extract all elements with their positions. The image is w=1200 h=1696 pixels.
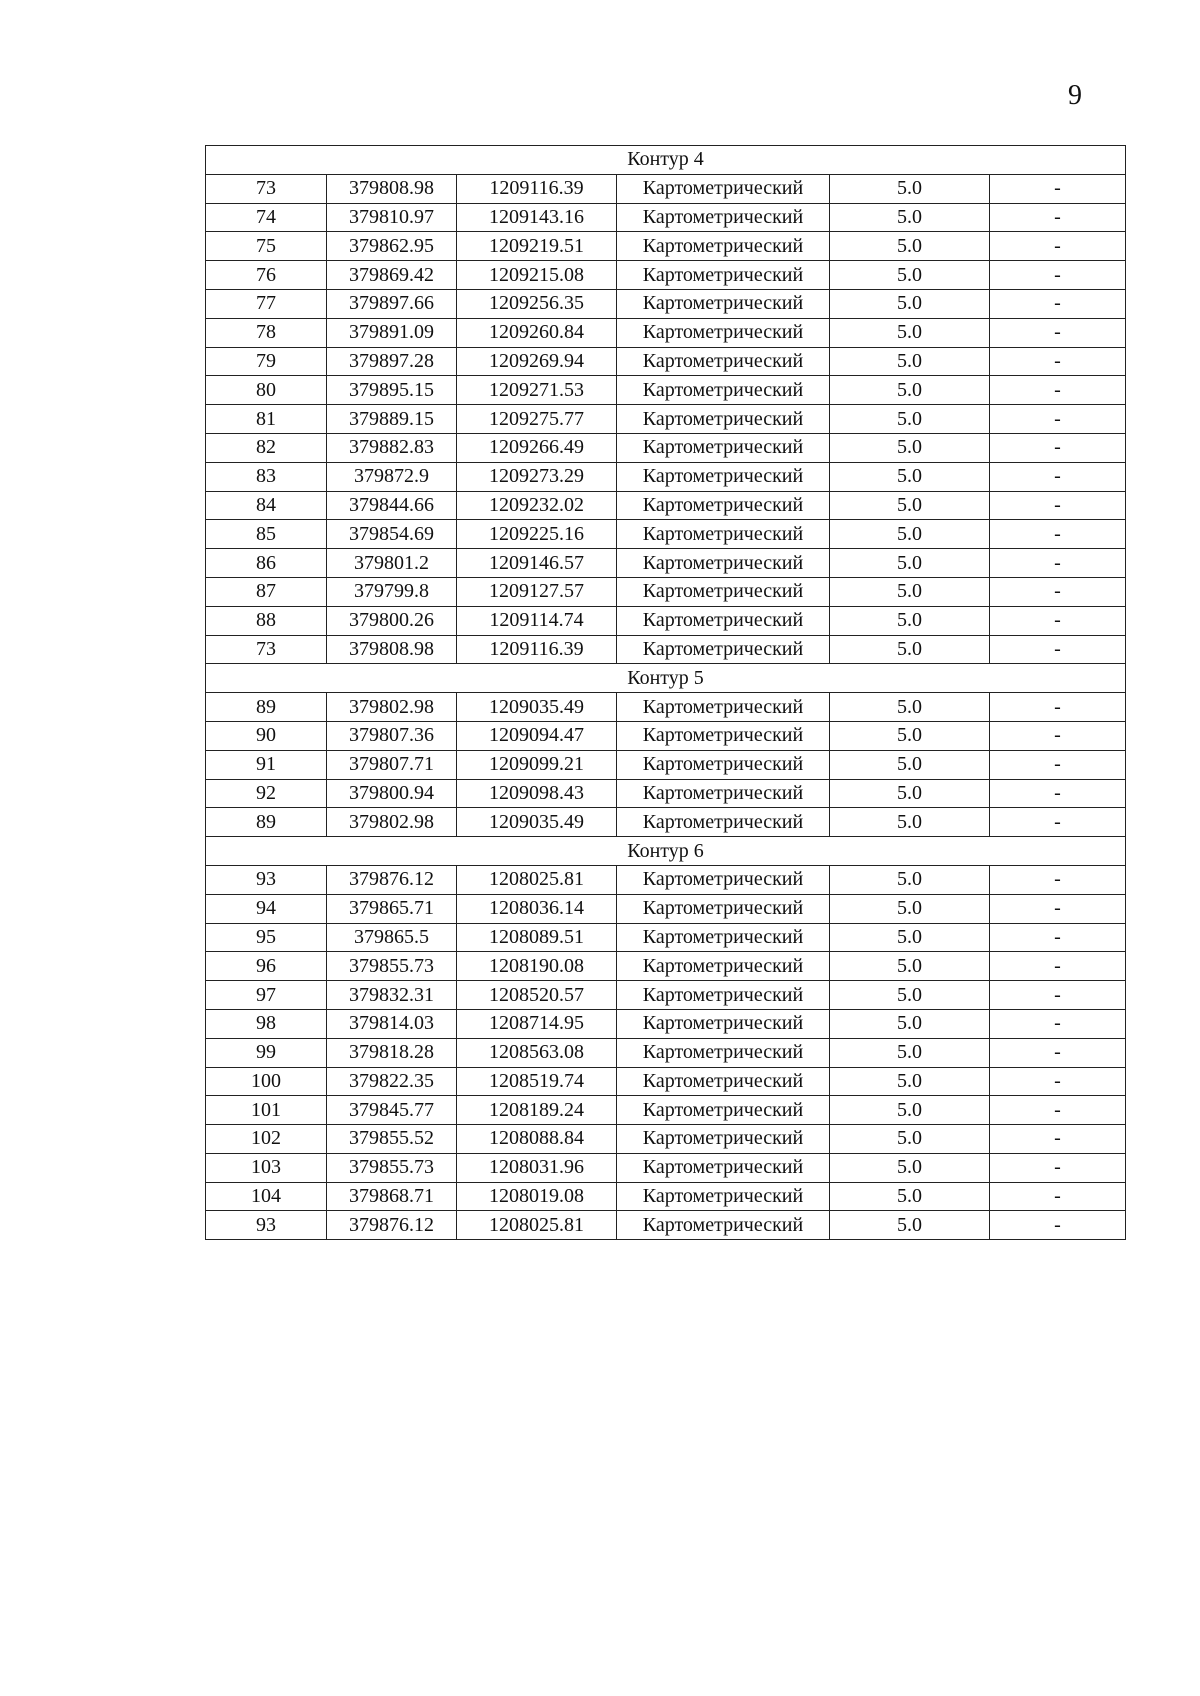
method-cell: Картометрический [617, 1096, 830, 1125]
description-cell: - [990, 923, 1126, 952]
y-coordinate-cell: 1208563.08 [457, 1038, 617, 1067]
y-coordinate-cell: 1208714.95 [457, 1009, 617, 1038]
method-cell: Картометрический [617, 1153, 830, 1182]
method-cell: Картометрический [617, 952, 830, 981]
point-number-cell: 98 [206, 1009, 327, 1038]
description-cell: - [990, 318, 1126, 347]
method-cell: Картометрический [617, 721, 830, 750]
x-coordinate-cell: 379800.94 [327, 779, 457, 808]
description-cell: - [990, 520, 1126, 549]
point-number-cell: 96 [206, 952, 327, 981]
method-cell: Картометрический [617, 808, 830, 837]
x-coordinate-cell: 379845.77 [327, 1096, 457, 1125]
point-number-cell: 82 [206, 433, 327, 462]
y-coordinate-cell: 1209271.53 [457, 376, 617, 405]
description-cell: - [990, 865, 1126, 894]
x-coordinate-cell: 379876.12 [327, 1211, 457, 1240]
accuracy-cell: 5.0 [830, 376, 990, 405]
description-cell: - [990, 232, 1126, 261]
method-cell: Картометрический [617, 347, 830, 376]
point-number-cell: 101 [206, 1096, 327, 1125]
method-cell: Картометрический [617, 865, 830, 894]
table-row [206, 693, 1126, 722]
table-row [206, 491, 1126, 520]
method-cell: Картометрический [617, 894, 830, 923]
method-cell: Картометрический [617, 261, 830, 290]
x-coordinate-cell: 379855.73 [327, 1153, 457, 1182]
table-row [206, 721, 1126, 750]
description-cell: - [990, 174, 1126, 203]
point-number-cell: 88 [206, 606, 327, 635]
x-coordinate-cell: 379855.52 [327, 1125, 457, 1154]
method-cell: Картометрический [617, 750, 830, 779]
method-cell: Картометрический [617, 462, 830, 491]
description-cell: - [990, 606, 1126, 635]
y-coordinate-cell: 1208036.14 [457, 894, 617, 923]
x-coordinate-cell: 379802.98 [327, 693, 457, 722]
section-header-row [206, 664, 1126, 693]
description-cell: - [990, 347, 1126, 376]
y-coordinate-cell: 1209143.16 [457, 203, 617, 232]
point-number-cell: 75 [206, 232, 327, 261]
table-row [206, 606, 1126, 635]
table-row [206, 981, 1126, 1010]
x-coordinate-cell: 379818.28 [327, 1038, 457, 1067]
description-cell: - [990, 1096, 1126, 1125]
point-number-cell: 73 [206, 174, 327, 203]
accuracy-cell: 5.0 [830, 750, 990, 779]
point-number-cell: 102 [206, 1125, 327, 1154]
y-coordinate-cell: 1208019.08 [457, 1182, 617, 1211]
method-cell: Картометрический [617, 376, 830, 405]
coordinates-table-body [206, 146, 1126, 1240]
point-number-cell: 81 [206, 405, 327, 434]
point-number-cell: 80 [206, 376, 327, 405]
x-coordinate-cell: 379854.69 [327, 520, 457, 549]
method-cell: Картометрический [617, 318, 830, 347]
accuracy-cell: 5.0 [830, 491, 990, 520]
table-row [206, 1211, 1126, 1240]
description-cell: - [990, 721, 1126, 750]
table-row [206, 923, 1126, 952]
y-coordinate-cell: 1209098.43 [457, 779, 617, 808]
method-cell: Картометрический [617, 520, 830, 549]
table-row [206, 203, 1126, 232]
point-number-cell: 100 [206, 1067, 327, 1096]
y-coordinate-cell: 1208025.81 [457, 865, 617, 894]
method-cell: Картометрический [617, 549, 830, 578]
accuracy-cell: 5.0 [830, 952, 990, 981]
section-header-row [206, 837, 1126, 866]
method-cell: Картометрический [617, 1211, 830, 1240]
description-cell: - [990, 1182, 1126, 1211]
accuracy-cell: 5.0 [830, 779, 990, 808]
point-number-cell: 89 [206, 693, 327, 722]
table-row [206, 1153, 1126, 1182]
accuracy-cell: 5.0 [830, 549, 990, 578]
y-coordinate-cell: 1209099.21 [457, 750, 617, 779]
point-number-cell: 94 [206, 894, 327, 923]
accuracy-cell: 5.0 [830, 894, 990, 923]
description-cell: - [990, 1153, 1126, 1182]
method-cell: Картометрический [617, 1067, 830, 1096]
point-number-cell: 97 [206, 981, 327, 1010]
x-coordinate-cell: 379862.95 [327, 232, 457, 261]
y-coordinate-cell: 1209256.35 [457, 289, 617, 318]
accuracy-cell: 5.0 [830, 1038, 990, 1067]
y-coordinate-cell: 1209275.77 [457, 405, 617, 434]
accuracy-cell: 5.0 [830, 1211, 990, 1240]
description-cell: - [990, 750, 1126, 779]
y-coordinate-cell: 1208089.51 [457, 923, 617, 952]
x-coordinate-cell: 379844.66 [327, 491, 457, 520]
table-row [206, 405, 1126, 434]
method-cell: Картометрический [617, 491, 830, 520]
table-row [206, 376, 1126, 405]
table-row [206, 779, 1126, 808]
method-cell: Картометрический [617, 289, 830, 318]
table-row [206, 549, 1126, 578]
method-cell: Картометрический [617, 606, 830, 635]
y-coordinate-cell: 1209232.02 [457, 491, 617, 520]
x-coordinate-cell: 379822.35 [327, 1067, 457, 1096]
method-cell: Картометрический [617, 635, 830, 664]
description-cell: - [990, 376, 1126, 405]
point-number-cell: 78 [206, 318, 327, 347]
y-coordinate-cell: 1209273.29 [457, 462, 617, 491]
accuracy-cell: 5.0 [830, 261, 990, 290]
table-row [206, 894, 1126, 923]
description-cell: - [990, 894, 1126, 923]
y-coordinate-cell: 1209127.57 [457, 577, 617, 606]
table-row [206, 289, 1126, 318]
table-row [206, 462, 1126, 491]
table-row [206, 1009, 1126, 1038]
table-row [206, 433, 1126, 462]
x-coordinate-cell: 379869.42 [327, 261, 457, 290]
x-coordinate-cell: 379897.66 [327, 289, 457, 318]
accuracy-cell: 5.0 [830, 520, 990, 549]
method-cell: Картометрический [617, 405, 830, 434]
point-number-cell: 74 [206, 203, 327, 232]
y-coordinate-cell: 1208189.24 [457, 1096, 617, 1125]
y-coordinate-cell: 1209260.84 [457, 318, 617, 347]
accuracy-cell: 5.0 [830, 433, 990, 462]
section-title: Контур 6 [206, 837, 1126, 866]
y-coordinate-cell: 1209215.08 [457, 261, 617, 290]
y-coordinate-cell: 1209116.39 [457, 635, 617, 664]
table-row [206, 952, 1126, 981]
accuracy-cell: 5.0 [830, 347, 990, 376]
description-cell: - [990, 808, 1126, 837]
method-cell: Картометрический [617, 577, 830, 606]
y-coordinate-cell: 1209225.16 [457, 520, 617, 549]
accuracy-cell: 5.0 [830, 289, 990, 318]
table-row [206, 520, 1126, 549]
point-number-cell: 103 [206, 1153, 327, 1182]
x-coordinate-cell: 379832.31 [327, 981, 457, 1010]
description-cell: - [990, 693, 1126, 722]
method-cell: Картометрический [617, 433, 830, 462]
table-row [206, 865, 1126, 894]
description-cell: - [990, 1009, 1126, 1038]
accuracy-cell: 5.0 [830, 606, 990, 635]
coordinates-table [205, 145, 1126, 1240]
x-coordinate-cell: 379810.97 [327, 203, 457, 232]
description-cell: - [990, 577, 1126, 606]
x-coordinate-cell: 379808.98 [327, 174, 457, 203]
point-number-cell: 87 [206, 577, 327, 606]
x-coordinate-cell: 379808.98 [327, 635, 457, 664]
description-cell: - [990, 779, 1126, 808]
table-row [206, 635, 1126, 664]
point-number-cell: 73 [206, 635, 327, 664]
y-coordinate-cell: 1208520.57 [457, 981, 617, 1010]
description-cell: - [990, 952, 1126, 981]
y-coordinate-cell: 1209035.49 [457, 808, 617, 837]
x-coordinate-cell: 379807.36 [327, 721, 457, 750]
table-row [206, 1125, 1126, 1154]
point-number-cell: 85 [206, 520, 327, 549]
point-number-cell: 77 [206, 289, 327, 318]
table-row [206, 577, 1126, 606]
page-number: 9 [1068, 80, 1082, 111]
x-coordinate-cell: 379868.71 [327, 1182, 457, 1211]
method-cell: Картометрический [617, 203, 830, 232]
x-coordinate-cell: 379889.15 [327, 405, 457, 434]
point-number-cell: 76 [206, 261, 327, 290]
method-cell: Картометрический [617, 1009, 830, 1038]
y-coordinate-cell: 1209035.49 [457, 693, 617, 722]
point-number-cell: 93 [206, 1211, 327, 1240]
y-coordinate-cell: 1208031.96 [457, 1153, 617, 1182]
accuracy-cell: 5.0 [830, 808, 990, 837]
y-coordinate-cell: 1209116.39 [457, 174, 617, 203]
point-number-cell: 92 [206, 779, 327, 808]
accuracy-cell: 5.0 [830, 577, 990, 606]
accuracy-cell: 5.0 [830, 981, 990, 1010]
x-coordinate-cell: 379872.9 [327, 462, 457, 491]
method-cell: Картометрический [617, 779, 830, 808]
table-row [206, 347, 1126, 376]
x-coordinate-cell: 379814.03 [327, 1009, 457, 1038]
description-cell: - [990, 462, 1126, 491]
accuracy-cell: 5.0 [830, 318, 990, 347]
accuracy-cell: 5.0 [830, 462, 990, 491]
y-coordinate-cell: 1209146.57 [457, 549, 617, 578]
accuracy-cell: 5.0 [830, 721, 990, 750]
method-cell: Картометрический [617, 923, 830, 952]
description-cell: - [990, 1038, 1126, 1067]
table-row [206, 808, 1126, 837]
description-cell: - [990, 981, 1126, 1010]
accuracy-cell: 5.0 [830, 635, 990, 664]
point-number-cell: 93 [206, 865, 327, 894]
point-number-cell: 99 [206, 1038, 327, 1067]
section-title: Контур 5 [206, 664, 1126, 693]
description-cell: - [990, 433, 1126, 462]
point-number-cell: 79 [206, 347, 327, 376]
x-coordinate-cell: 379799.8 [327, 577, 457, 606]
point-number-cell: 95 [206, 923, 327, 952]
table-row [206, 1067, 1126, 1096]
y-coordinate-cell: 1209094.47 [457, 721, 617, 750]
x-coordinate-cell: 379807.71 [327, 750, 457, 779]
point-number-cell: 86 [206, 549, 327, 578]
description-cell: - [990, 289, 1126, 318]
table-row [206, 174, 1126, 203]
method-cell: Картометрический [617, 1182, 830, 1211]
accuracy-cell: 5.0 [830, 1096, 990, 1125]
y-coordinate-cell: 1208025.81 [457, 1211, 617, 1240]
point-number-cell: 83 [206, 462, 327, 491]
table-row [206, 318, 1126, 347]
x-coordinate-cell: 379897.28 [327, 347, 457, 376]
x-coordinate-cell: 379895.15 [327, 376, 457, 405]
description-cell: - [990, 549, 1126, 578]
table-row [206, 261, 1126, 290]
accuracy-cell: 5.0 [830, 203, 990, 232]
accuracy-cell: 5.0 [830, 1067, 990, 1096]
y-coordinate-cell: 1209269.94 [457, 347, 617, 376]
description-cell: - [990, 203, 1126, 232]
table-row [206, 1182, 1126, 1211]
x-coordinate-cell: 379865.71 [327, 894, 457, 923]
description-cell: - [990, 1067, 1126, 1096]
x-coordinate-cell: 379865.5 [327, 923, 457, 952]
method-cell: Картометрический [617, 1038, 830, 1067]
y-coordinate-cell: 1209266.49 [457, 433, 617, 462]
accuracy-cell: 5.0 [830, 865, 990, 894]
point-number-cell: 89 [206, 808, 327, 837]
section-header-row [206, 146, 1126, 175]
description-cell: - [990, 1211, 1126, 1240]
table-row [206, 750, 1126, 779]
method-cell: Картометрический [617, 693, 830, 722]
x-coordinate-cell: 379802.98 [327, 808, 457, 837]
description-cell: - [990, 635, 1126, 664]
table-row [206, 1096, 1126, 1125]
description-cell: - [990, 491, 1126, 520]
accuracy-cell: 5.0 [830, 1125, 990, 1154]
method-cell: Картометрический [617, 232, 830, 261]
x-coordinate-cell: 379801.2 [327, 549, 457, 578]
accuracy-cell: 5.0 [830, 693, 990, 722]
method-cell: Картометрический [617, 981, 830, 1010]
description-cell: - [990, 405, 1126, 434]
x-coordinate-cell: 379800.26 [327, 606, 457, 635]
x-coordinate-cell: 379891.09 [327, 318, 457, 347]
accuracy-cell: 5.0 [830, 174, 990, 203]
accuracy-cell: 5.0 [830, 232, 990, 261]
point-number-cell: 90 [206, 721, 327, 750]
accuracy-cell: 5.0 [830, 923, 990, 952]
accuracy-cell: 5.0 [830, 1153, 990, 1182]
table-row [206, 232, 1126, 261]
accuracy-cell: 5.0 [830, 1009, 990, 1038]
x-coordinate-cell: 379855.73 [327, 952, 457, 981]
x-coordinate-cell: 379876.12 [327, 865, 457, 894]
accuracy-cell: 5.0 [830, 405, 990, 434]
method-cell: Картометрический [617, 174, 830, 203]
method-cell: Картометрический [617, 1125, 830, 1154]
y-coordinate-cell: 1208519.74 [457, 1067, 617, 1096]
y-coordinate-cell: 1209219.51 [457, 232, 617, 261]
y-coordinate-cell: 1208088.84 [457, 1125, 617, 1154]
table-row [206, 1038, 1126, 1067]
y-coordinate-cell: 1209114.74 [457, 606, 617, 635]
description-cell: - [990, 261, 1126, 290]
point-number-cell: 91 [206, 750, 327, 779]
section-title: Контур 4 [206, 146, 1126, 175]
x-coordinate-cell: 379882.83 [327, 433, 457, 462]
accuracy-cell: 5.0 [830, 1182, 990, 1211]
point-number-cell: 84 [206, 491, 327, 520]
y-coordinate-cell: 1208190.08 [457, 952, 617, 981]
point-number-cell: 104 [206, 1182, 327, 1211]
description-cell: - [990, 1125, 1126, 1154]
